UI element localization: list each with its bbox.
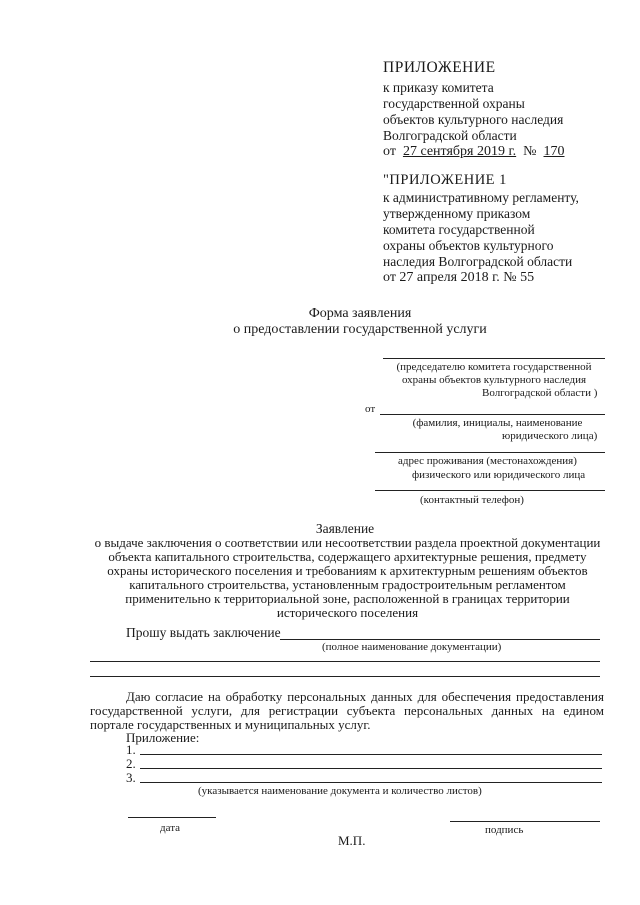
request-label: Прошу выдать заключение (126, 625, 281, 640)
appendix1-line: наследия Волгоградской области (383, 254, 573, 269)
address-hint: адрес проживания (местонахождения) (398, 455, 577, 467)
appendix-title: ПРИЛОЖЕНИЕ (383, 59, 496, 76)
appendix-line: объектов культурного наследия (383, 112, 564, 127)
attachments-label: Приложение: (126, 730, 200, 745)
appendix-line: государственной охраны (383, 96, 525, 111)
attachment-blank-line (140, 768, 602, 769)
appendix-number-prefix: № (523, 144, 537, 159)
appendix-date-line (383, 144, 565, 160)
appendix1-title: "ПРИЛОЖЕНИЕ 1 (383, 172, 507, 188)
request-hint: (полное наименование документации) (322, 641, 502, 653)
appendix-line: Волгоградской области (383, 128, 517, 143)
attachments-hint: (указывается наименование документа и количество листов) (198, 785, 482, 797)
address-blank-line (375, 452, 605, 453)
statement-line: капитального строительства, установленным градостроительным регламентом (129, 577, 566, 592)
request-blank-line-2 (90, 661, 600, 662)
form-title: Форма заявления (308, 306, 412, 321)
signature-label: подпись (485, 824, 524, 836)
appendix-date-prefix: от (383, 144, 396, 159)
statement-line: объекта капитального строительства, содержащего архитектурные решения, предмету (108, 549, 587, 564)
request-blank-line-3 (90, 676, 600, 677)
attachment-number: 2. (126, 756, 136, 771)
appendix-line: к приказу комитета (383, 80, 494, 95)
chairman-hint: охраны объектов культурного наследия (401, 374, 587, 386)
statement-line: исторического поселения (276, 605, 419, 620)
consent-line: государственной услуги, для регистрации субъекта персональных данных на едином (90, 703, 604, 718)
form-subtitle: о предоставлении государственной услуги (233, 322, 487, 337)
applicant-hint: юридического лица) (502, 430, 598, 442)
chairman-hint: Волгоградской области ) (482, 387, 598, 399)
request-blank-line (280, 639, 600, 640)
appendix1-line: утвержденному приказом (383, 206, 531, 221)
attachment-number: 1. (126, 742, 136, 757)
applicant-hint: (фамилия, инициалы, наименование (412, 417, 583, 429)
phone-blank-line (375, 490, 605, 491)
appendix-date: 27 сентября 2019 г. (402, 144, 517, 159)
attachment-blank-line (140, 782, 602, 783)
signature-blank-line (450, 821, 600, 822)
statement-heading: Заявление (315, 521, 375, 536)
consent-line: портале государственных и муниципальных услуг. (90, 717, 371, 732)
chairman-blank-line (383, 358, 605, 359)
applicant-blank-line (380, 414, 605, 415)
attachment-blank-line (140, 754, 602, 755)
address-hint: физического или юридического лица (412, 469, 586, 481)
consent-line: Даю согласие на обработку персональных данных для обеспечения предоставления (126, 689, 604, 704)
appendix-number: 170 (543, 144, 565, 159)
date-label: дата (160, 822, 181, 834)
statement-line: применительно к территориальной зоне, расположенной в границах территории (125, 591, 570, 606)
statement-line: о выдаче заключения о соответствии или несоответствии раздела проектной документации (94, 535, 601, 550)
date-blank-line (128, 817, 216, 818)
phone-hint: (контактный телефон) (420, 494, 524, 506)
appendix1-date-line: от 27 апреля 2018 г. № 55 (383, 270, 535, 285)
chairman-hint: (председателю комитета государственной (396, 361, 592, 373)
attachment-number: 3. (126, 770, 136, 785)
from-label: от (365, 403, 376, 415)
appendix1-line: охраны объектов культурного (383, 238, 554, 253)
statement-line: охраны исторического поселения и требованиям к архитектурным решениям объектов (107, 563, 588, 578)
stamp-label: М.П. (338, 833, 366, 848)
appendix1-line: комитета государственной (383, 222, 535, 237)
appendix1-line: к административному регламенту, (383, 190, 579, 205)
